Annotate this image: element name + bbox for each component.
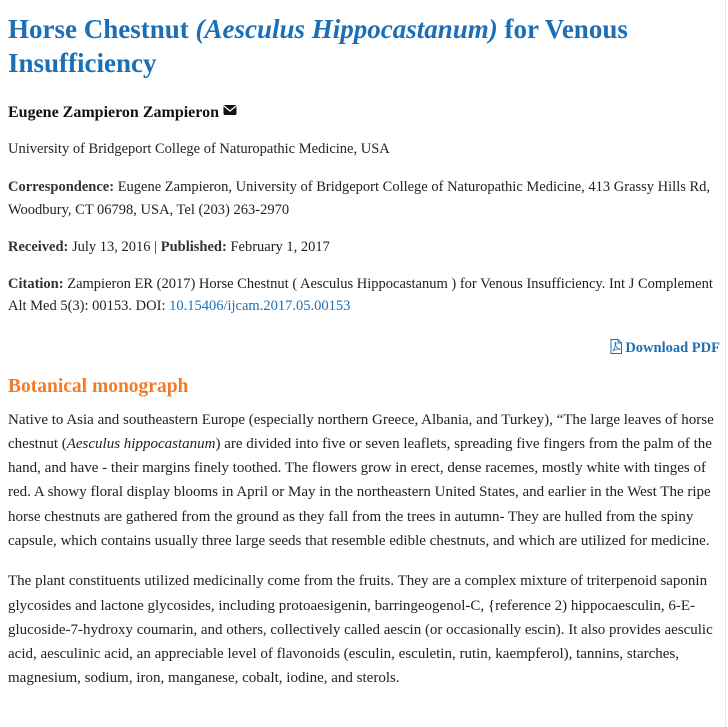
author-name: Eugene Zampieron Zampieron [8,104,219,121]
citation [8,273,720,318]
download-pdf-label: Download PDF [625,340,720,356]
citation-label: Citation: [8,275,64,292]
citation-text: Zampieron ER (2017) Horse Chestnut ( Aesculus Hippocastanum ) for Venous Insufficiency. Int J Complement Alt Med 5(3): 00153. DOI: [8,275,713,314]
doi-link[interactable]: 10.15406/ijcam.2017.05.00153 [169,298,351,314]
species-name: Aesculus hippocastanum [66,435,216,452]
title-latin-name: (Aesculus Hippocastanum) [195,14,498,44]
article-title: Horse Chestnut (Aesculus Hippocastanum) for Venous Insufficiency [8,14,628,78]
author-line [8,102,720,124]
received-date: July 13, 2016 | [68,239,161,255]
correspondence-text: Eugene Zampieron, University of Bridgeport College of Naturopathic Medicine, 413 Grassy Hills Rd, Woodbury, CT 06798, USA, Tel (203) 263-2970 [8,179,711,218]
correspondence [8,176,720,221]
published-label: Published: [160,239,227,255]
paragraph-1: Native to Asia and southeastern Europe (especially northern Greece, Albania, and Turkey), “The large leaves of horse chestnut (Aesculus hippocastanum) are divided into five or seven leaflets, spreading five fingers from the palm of the hand, and have - their margins finely toothed. The flowers grow in erect, dense racemes, mostly white with tinges of red. A showy floral display blooms in April or May in the northeastern United States, and earlier in the West The ripe horse chestnuts are gathered from the ground as they fall from the trees in autumn- They are hulled from the spiny capsule, which contains usually three large seeds that resemble edible chestnuts, and which are utilized for medicine. [8,411,714,549]
page-divider-line [725,0,726,727]
section-heading: Botanical monograph [8,375,189,397]
download-row [8,339,720,359]
correspondence-label: Correspondence: [8,179,115,195]
envelope-icon[interactable] [223,103,237,115]
published-date: February 1, 2017 [226,239,330,255]
paragraph-2: The plant constituents utilized medicinally come from the fruits. They are a complex mixture of triterpenoid saponin glycosides and lactone glycosides, including protoaesigenin, barringeogenol-C, {reference 2) hippocaesculin, 6-E-glucoside-7-hydroxy coumarin, and others, collectively called aescin (or occasionally escin). It also provides aesculic acid, aesculinic acid, an appreciable level of flavonoids (esculin, esculetin, rutin, kaempferol), tannins, starches, magnesium, sodium, iron, manganese, cobalt, iodine, and sterols. [8,573,713,687]
received-label: Received: [8,239,69,255]
article-dates [8,236,720,259]
download-pdf-link[interactable] [610,339,720,359]
author-affiliation: University of Bridgeport College of Naturopathic Medicine, USA [8,141,390,157]
pdf-file-icon [610,339,622,359]
